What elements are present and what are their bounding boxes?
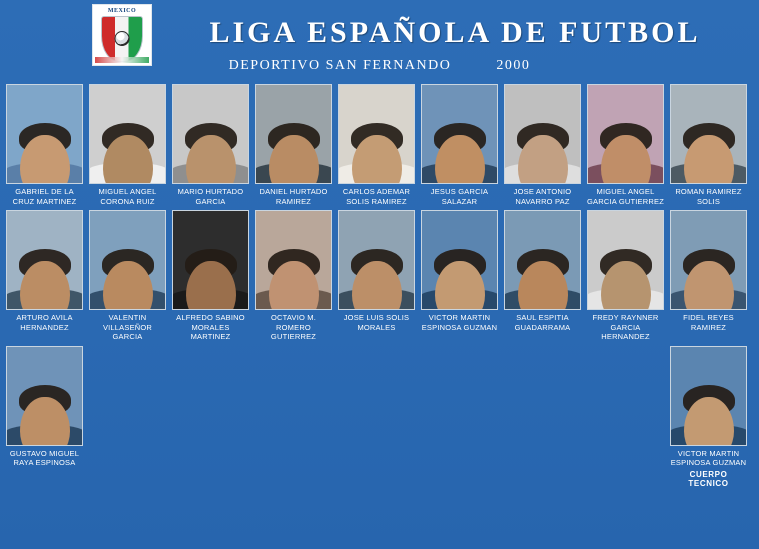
player-card[interactable] (255, 210, 332, 342)
player-photo (504, 210, 581, 310)
player-photo (255, 210, 332, 310)
player-photo (6, 84, 83, 184)
season-year: 2000 (496, 58, 531, 73)
player-card[interactable] (255, 84, 332, 206)
player-card[interactable] (670, 210, 747, 342)
player-card[interactable] (172, 84, 249, 206)
staff-photo (670, 346, 747, 446)
player-photo (89, 210, 166, 310)
page-title: LIGA ESPAÑOLA DE FUTBOL (209, 16, 701, 49)
player-photo (504, 84, 581, 184)
player-row (0, 84, 759, 206)
player-photo (421, 210, 498, 310)
player-photo (338, 84, 415, 184)
player-card[interactable] (89, 210, 166, 342)
player-name: DANIEL HURTADO RAMIREZ (259, 187, 328, 206)
player-photo (89, 84, 166, 184)
player-card[interactable] (6, 84, 83, 206)
player-card[interactable] (338, 210, 415, 342)
crest-label: MEXICO (107, 8, 137, 14)
player-row (0, 210, 759, 342)
player-name: SAUL ESPITIA GUADARRAMA (514, 313, 571, 332)
player-card[interactable] (6, 210, 83, 342)
staff-caption (669, 449, 749, 489)
player-name: FREDY RAYNNER GARCIA HERNANDEZ (592, 313, 659, 341)
staff-card[interactable] (670, 346, 747, 489)
player-card[interactable] (172, 210, 249, 342)
player-card[interactable] (670, 84, 747, 206)
player-name: GABRIEL DE LA CRUZ MARTINEZ (12, 187, 77, 206)
player-name: JOSE LUIS SOLIS MORALES (343, 313, 410, 332)
player-photo (6, 210, 83, 310)
player-card[interactable] (421, 210, 498, 342)
player-name: VALENTIN VILLASEÑOR GARCIA (102, 313, 153, 341)
player-card[interactable] (89, 84, 166, 206)
player-card[interactable] (6, 346, 83, 468)
player-photo (255, 84, 332, 184)
player-name: MIGUEL ANGEL CORONA RUIZ (98, 187, 157, 206)
player-card[interactable] (421, 84, 498, 206)
player-name: OCTAVIO M. ROMERO GUTIERREZ (270, 313, 317, 341)
team-name: DEPORTIVO SAN FERNANDO (228, 58, 452, 73)
player-name: ALFREDO SABINO MORALES MARTINEZ (176, 313, 245, 341)
player-photo (421, 84, 498, 184)
player-photo (587, 210, 664, 310)
player-name: VICTOR MARTIN ESPINOSA GUZMAN (421, 313, 498, 332)
player-name: MIGUEL ANGEL GARCIA GUTIERREZ (587, 187, 664, 206)
staff-name: VICTOR MARTIN ESPINOSA GUZMAN (670, 448, 747, 467)
player-name: GUSTAVO MIGUEL RAYA ESPINOSA (9, 448, 80, 467)
player-name: JESUS GARCIA SALAZAR (430, 187, 489, 206)
player-photo (172, 84, 249, 184)
staff-role: CUERPO TECNICO (688, 469, 729, 488)
player-photo (172, 210, 249, 310)
player-name: CARLOS ADEMAR SOLIS RAMIREZ (342, 187, 411, 206)
player-name: JOSE ANTONIO NAVARRO PAZ (513, 187, 572, 206)
player-photo (670, 84, 747, 184)
player-photo (670, 210, 747, 310)
player-name: ARTURO AVILA HERNANDEZ (16, 313, 73, 332)
player-name: FIDEL REYES RAMIREZ (683, 313, 734, 332)
player-photo (587, 84, 664, 184)
mexico-crest-icon (92, 4, 152, 66)
player-photo (6, 346, 83, 446)
staff-row (0, 346, 759, 496)
player-card[interactable] (504, 84, 581, 206)
player-card[interactable] (338, 84, 415, 206)
player-card[interactable] (504, 210, 581, 342)
player-grid (0, 84, 759, 500)
player-name: MARIO HURTADO GARCIA (177, 187, 244, 206)
player-card[interactable] (587, 210, 664, 342)
poster-header (0, 0, 759, 73)
crest-shield-icon (101, 16, 143, 62)
subtitle (0, 58, 759, 74)
player-card[interactable] (587, 84, 664, 206)
player-name: ROMAN RAMIREZ SOLIS (675, 187, 742, 206)
player-photo (338, 210, 415, 310)
